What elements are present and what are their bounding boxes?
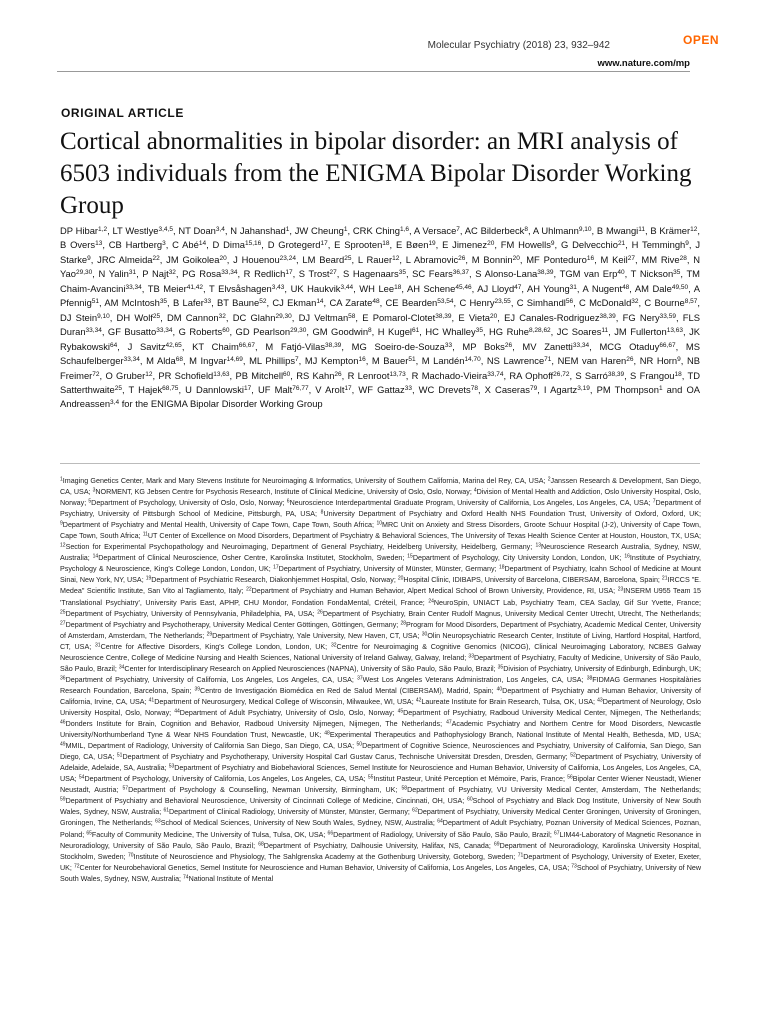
affiliations-list: $^1$Imaging Genetics Center, Mark and Mary Stevens Institute for Neuroimaging & Informatics, University of Southern California, Marina del Rey, CA, USA; $^2$Janssen Research & Development, San Diego, CA, USA; $^3$NORMENT, KG Jebsen Centre for Psychosis Research, Institute of Clinical Medicine, University of Oslo, Oslo, Norway; $^4$Division of Mental Health and Addiction, Oslo University Hospital, Oslo, Norway; $^5$Department of Psychology, University of Oslo, Oslo, Norway; $^6$Neuroscience Interdepartmental Graduate Program, University of California, Los Angeles, Los Angeles, CA, USA; $^7$Department of Psychiatry, University of Pittsburgh School of Medicine, Pittsburgh, PA, USA; $^8$University Department of Psychiatry and Oxford Health NHS Foundation Trust, University of Oxford, Oxford, UK; $^9$Department of Psychiatry and Mental Health, University of Cape Town, Cape Town, South Africa; $^{10}$MRC Unit on Anxiety and Stress Disorders, Groote Schuur Hospital (J-2), University of Cape Town, Cape Town, South Africa; $^{11}$UT Center of Excellence on Mood Disorders, Department of Psychiatry & Behavioral Sciences, The University of Texas Health Science Center at Houston, Houston, TX, USA; $^{12}$Section for Experimental Psychopathology and Neuroimaging, Department of General Psychiatry, Heidelberg University, Heidelberg, Germany; $^{13}$Neuroscience Research Australia, Sydney, NSW, Australia; $^{14}$Department of Clinical Neuroscience, Osher Centre, Karolinska Institutet, Stockholm, Sweden; $^{15}$Department of Psychology, City University London, London, UK; $^{16}$Institute of Psychiatry, Psychology & Neuroscience, King's College London, London, UK; $^{17}$Department of Psychiatry, University of Münster, Münster, Germany; $^{18}$Department of Psychiatry, Icahn School of Medicine at Mount Sinai, New York, NY, USA; $^{19}$Department of Psychiatric Research, Diakonhjemmet Hospital, Oslo, Norway; $^{20}$Hospital Clinic, IDIBAPS, University of Barcelona, CIBERSAM, Barcelona, Spain; $^{21}$IRCCS "E. Medea" Scientific Institute, San Vito al Tagliamento, Italy; $^{22}$Department of Psychiatry and Human Behavior, Alpert Medical School of Brown University, Providence, RI, USA; $^{23}$INSERM U955 Team 15 'Translational Psychiatry', University Paris East, APHP, CHU Mondor, Fondation FondaMental, Créteil, France; $^{24}$NeuroSpin, UNIACT Lab, Psychiatry Team, CEA Saclay, Gif Sur Yvette, France; $^{25}$Department of Psychiatry, University of Pennsylvania, Philadelphia, PA, USA; $^{26}$Department of Psychiatry, Brain Center Rudolf Magnus, University Medical Center Utrecht, Utrecht, The Netherlands; $^{27}$Department of Psychiatry and Psychotherapy, University Medical Center Göttingen, Göttingen, Germany; $^{28}$Program for Mood Disorders, Department of Psychiatry, Academic Medical Center, University of Amsterdam, Amsterdam, The Netherlands; $^{29}$Department of Psychiatry, Yale University, New Haven, CT, USA; $^{30}$Olin Neuropsychiatric Research Center, Institute of Living, Hartford Hospital, Hartford, CT, USA; $^{31}$Centre for Affective Disorders, King's College London, London, UK; $^{32}$Centre for Neuroimaging & Cognitive Genomics (NICOG), Clinical Neuroimaging Laboratory, NCBES Galway Neuroscience Centre, College of Medicine Nursing and Health Sciences, National University of Ireland Galway, Galway, Ireland; $^{33}$Department of Psychiatry, Faculty of Medicine, University of São Paulo, São Paulo, Brazil; $^{34}$Center for Interdisciplinary Research on Applied Neurosciences (NAPNA), University of São Paulo, São Paulo, Brazil; $^{35}$Division of Psychiatry, University of Edinburgh, Edinburgh, UK; $^{36}$Department of Psychiatry, University of California, Los Angeles, Los Angeles, CA, USA; $^{37}$West Los Angeles Veterans Administration, Los Angeles, CA, USA; $^{38}$FIDMAG Germanes Hospitalàries Research Foundation, Barcelona, Spain; $^{39}$Centro de Investigación Biomédica en Red de Salud Mental (CIBERSAM), Madrid, Spain; $^{40}$Department of Psychiatry and Human Behavior, University of California, Irvine, CA, USA; $^{41}$Department of Neurosurgery, Medical College of Wisconsin, Milwaukee, WI, USA; $^{42}$Laureate Institute for Brain Research, Tulsa, OK, USA; $^{43}$Department of Neurology, Oslo University Hospital, Oslo, Norway; $^{44}$Department of Adult Psychiatry, University of Oslo, Oslo, Norway; $^{45}$Department of Psychiatry, Radboud University Medical Center, Nijmegen, The Netherlands; $^{46}$Donders Institute for Brain, Cognition and Behavior, Radboud University Nijmegen, Nijmegen, The Netherlands; $^{47}$Academic Psychiatry and Northern Centre for Mood Disorders, Newcastle University/Northumberland Tyne & Wear NHS Foundation Trust, Newcastle, UK; $^{48}$Experimental Therapeutics and Pathophysiology Branch, National Institute of Mental Health, Bethesda, MD, USA; $^{49}$MMIL, Department of Radiology, University of California San Diego, San Diego, CA, USA; $^{50}$Department of Cognitive Science, Neurosciences and Psychiatry, University of California, San Diego, San Diego, CA, USA; $^{51}$Department of Psychiatry and Psychotherapy, University Hospital Carl Gustav Carus, Technische Universität Dresden, Dresden, Germany; $^{52}$Department of Psychiatry, University of Adelaide, Adelaide, SA, Australia; $^{53}$Department of Psychiatry and Biobehavioral Sciences, Semel Institute for Neuroscience and Human Behavior, University of California, Los Angeles, Los Angeles, CA, USA; $^{54}$Department of Psychology, University of California, Los Angeles, Los Angeles, CA, USA; $^{55}$Institut Pasteur, Unité Perception et Mémoire, Paris, France; $^{56}$Bipolar Center Wiener Neustadt, Wiener Neustadt, Austria; $^{57}$Department of Psychology & Counselling, Newman University, Birmingham, UK; $^{58}$Department of Psychiatry, VU University Medical Center, Amsterdam, The Netherlands; $^{59}$Department of Psychiatry and Behavioral Neuroscience, University of Cincinnati College of Medicine, Cincinnati, OH, USA; $^{60}$School of Psychiatry and Black Dog Institute, University of New South Wales, Sydney, NSW, Australia; $^{61}$Department of Clinical Radiology, University of Münster, Münster, Germany; $^{62}$Department of Psychiatry, University Medical Center Groningen, University of Groningen, Groningen, The Netherlands; $^{63}$School of Medical Sciences, University of New South Wales, Sydney, NSW, Australia; $^{64}$Department of Adult Psychiatry, Poznan University of Medical Sciences, Poznan, Poland; $^{65}$Faculty of Community Medicine, The University of Tulsa, Tulsa, OK, USA; $^{66}$Department of Radiology, University of São Paulo, São Paulo, Brazil; $^{67}$LIM44-Laboratory of Magnetic Resonance in Neuroradiology, University of São Paulo, São Paulo, Brazil; $^{68}$Department of Psychiatry, Dalhousie University, Halifax, NS, Canada; $^{69}$Department of Neuroradiology, Karolinska University Hospital, Stockholm, Sweden; $^{70}$Institute of Neuroscience and Physiology, The Sahlgrenska Academy at the Gothenburg University, Goteborg, Sweden; $^{71}$Department of Psychology, University of Exeter, Exeter, UK; $^{72}$Center for Neurobehavioral Genetics, Semel Institute for Neuroscience and Human Behavior, University of California, Los Angeles, Los Angeles, CA, USA; $^{73}$School of Psychiatry, University of New South Wales, Sydney, NSW, Australia; $^{74}$National Institute of Mental: [60, 476, 702, 883]
header-divider: [57, 71, 690, 72]
affiliations-divider: [60, 463, 700, 464]
author-list: DP Hibar$^{1,2}$, LT Westlye$^{3,4,5}$, NT Doan$^{3,4}$, N Jahanshad$^1$, JW Cheung$^1$, CRK Ching$^{1,6}$, A Versace$^7$, AC Bilderbeck$^8$, A Uhlmann$^{9,10}$, B Mwangi$^{11}$, B Krämer$^{12}$, B Overs$^{13}$, CB Hartberg$^3$, C Abé$^{14}$, D Dima$^{15,16}$, D Grotegerd$^{17}$, E Sprooten$^{18}$, E Bøen$^{19}$, E Jimenez$^{20}$, FM Howells$^9$, G Delvecchio$^{21}$, H Temmingh$^9$, J Starke$^9$, JRC Almeida$^{22}$, JM Goikolea$^{20}$, J Houenou$^{23,24}$, LM Beard$^{25}$, L Rauer$^{12}$, L Abramovic$^{26}$, M Bonnin$^{20}$, MF Ponteduro$^{16}$, M Keil$^{27}$, MM Rive$^{28}$, N Yao$^{29,30}$, N Yalin$^{31}$, P Najt$^{32}$, PG Rosa$^{33,34}$, R Redlich$^{17}$, S Trost$^{27}$, S Hagenaars$^{35}$, SC Fears$^{36,37}$, S Alonso-Lana$^{38,39}$, TGM van Erp$^{40}$, T Nickson$^{35}$, TM Chaim-Avancini$^{33,34}$, TB Meier$^{41,42}$, T Elvsåshagen$^{3,43}$, UK Haukvik$^{3,44}$, WH Lee$^{18}$, AH Schene$^{45,46}$, AJ Lloyd$^{47}$, AH Young$^{31}$, A Nugent$^{48}$, AM Dale$^{49,50}$, A Pfennig$^{51}$, AM McIntosh$^{35}$, B Lafer$^{33}$, BT Baune$^{52}$, CJ Ekman$^{14}$, CA Zarate$^{48}$, CE Bearden$^{53,54}$, C Henry$^{23,55}$, C Simhandl$^{56}$, C McDonald$^{32}$, C Bourne$^{8,57}$, DJ Stein$^{9,10}$, DH Wolf$^{25}$, DM Cannon$^{32}$, DC Glahn$^{29,30}$, DJ Veltman$^{58}$, E Pomarol-Clotet$^{38,39}$, E Vieta$^{20}$, EJ Canales-Rodriguez$^{38,39}$, FG Nery$^{33,59}$, FLS Duran$^{33,34}$, GF Busatto$^{33,34}$, G Roberts$^{60}$, GD Pearlson$^{29,30}$, GM Goodwin$^8$, H Kugel$^{61}$, HC Whalley$^{35}$, HG Ruhe$^{8,28,62}$, JC Soares$^{11}$, JM Fullerton$^{13,63}$, JK Rybakowski$^{64}$, J Savitz$^{42,65}$, KT Chaim$^{66,67}$, M Fatjó-Vilas$^{38,39}$, MG Soeiro-de-Souza$^{33}$, MP Boks$^{26}$, MV Zanetti$^{33,34}$, MCG Otaduy$^{66,67}$, MS Schaufelberger$^{33,34}$, M Alda$^{68}$, M Ingvar$^{14,69}$, ML Phillips$^7$, MJ Kempton$^{16}$, M Bauer$^{51}$, M Landén$^{14,70}$, NS Lawrence$^{71}$, NEM van Haren$^{26}$, NR Horn$^9$, NB Freimer$^{72}$, O Gruber$^{12}$, PR Schofield$^{13,63}$, PB Mitchell$^{60}$, RS Kahn$^{26}$, R Lenroot$^{13,73}$, R Machado-Vieira$^{33,74}$, RA Ophoff$^{26,72}$, S Sarró$^{38,39}$, S Frangou$^{18}$, TD Satterthwaite$^{25}$, T Hajek$^{68,75}$, U Dannlowski$^{17}$, UF Malt$^{76,77}$, V Arolt$^{17}$, WF Gattaz$^{33}$, WC Drevets$^{78}$, X Caseras$^{79}$, I Agartz$^{3,19}$, PM Thompson$^1$ and OA Andreassen$^{3,4}$ for the ENIGMA Bipolar Disorder Working Group: [60, 225, 701, 410]
journal-url[interactable]: www.nature.com/mp: [597, 58, 690, 69]
journal-citation: Molecular Psychiatry (2018) 23, 932–942: [427, 40, 610, 51]
article-title: Cortical abnormalities in bipolar disorder: an MRI analysis of 6503 individuals from the ENIGMA Bipolar Disorder Working Group: [60, 128, 692, 219]
article-type-label: ORIGINAL ARTICLE: [61, 106, 184, 120]
open-access-badge: OPEN: [683, 33, 720, 47]
